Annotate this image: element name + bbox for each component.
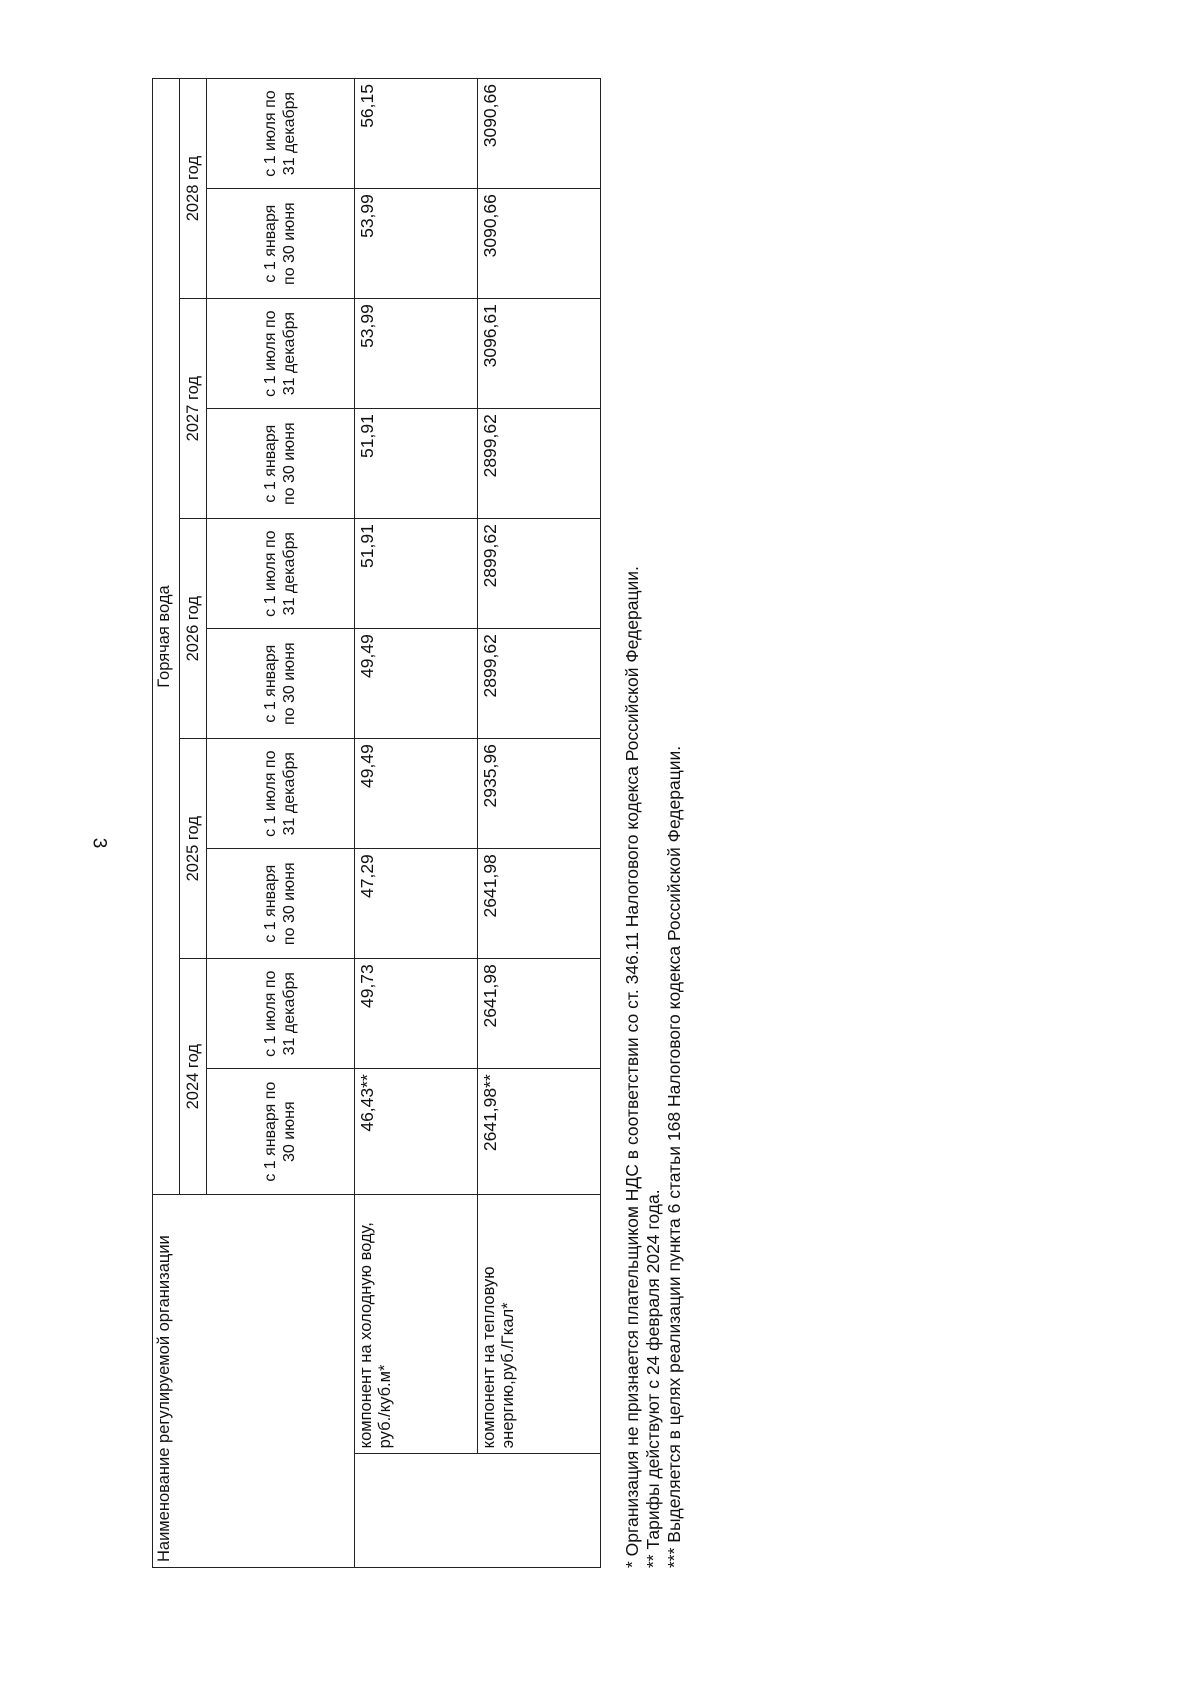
- tariff-value: 2641,98: [478, 849, 601, 959]
- tariff-value: 47,29: [355, 849, 478, 959]
- org-name-cell: [355, 1454, 601, 1568]
- tariff-value: 49,49: [355, 739, 478, 849]
- row-label: компонент на тепловую энергию,руб./Гкал*: [478, 1195, 601, 1454]
- year-header: 2024 год: [180, 959, 207, 1195]
- rotated-content: [152, 78, 712, 1568]
- tariff-value: 56,15: [355, 79, 478, 189]
- hot-water-header: Горячая вода: [153, 79, 180, 1195]
- table-row: [355, 79, 478, 1568]
- tariff-value: 46,43**: [355, 1069, 478, 1195]
- period-header: с 1 июля по 31 декабря: [207, 519, 355, 629]
- tariff-value: 3090,66: [478, 79, 601, 189]
- period-header: с 1 января по 30 июня: [207, 629, 355, 739]
- period-header: с 1 января по 30 июня: [207, 409, 355, 519]
- period-header: с 1 января по 30 июня: [207, 1069, 355, 1195]
- page-number: 3: [88, 837, 110, 849]
- tariff-table: [152, 78, 601, 1568]
- tariff-value: 53,99: [355, 299, 478, 409]
- tariff-value: 2935,96: [478, 739, 601, 849]
- tariff-value: 2899,62: [478, 519, 601, 629]
- period-header: с 1 января по 30 июня: [207, 849, 355, 959]
- period-header: с 1 июля по 31 декабря: [207, 79, 355, 189]
- tariff-value: 2899,62: [478, 629, 601, 739]
- tariff-value: 2641,98**: [478, 1069, 601, 1195]
- tariff-value: 53,99: [355, 189, 478, 299]
- org-name-header: Наименование регулируемой организации: [153, 1195, 355, 1568]
- footnote: * Организация не признается плательщиком НДС в соответствии со ст. 346.11 Налогового кодекса Российской Федерации.: [622, 566, 642, 1568]
- tariff-value: 49,49: [355, 629, 478, 739]
- table-row: [478, 79, 601, 1568]
- year-header: 2026 год: [180, 519, 207, 739]
- period-header: с 1 июля по 31 декабря: [207, 299, 355, 409]
- tariff-value: 2899,62: [478, 409, 601, 519]
- period-header: с 1 июля по 31 декабря: [207, 739, 355, 849]
- footnote: ** Тарифы действуют с 24 февраля 2024 года.: [643, 1189, 663, 1568]
- year-header: 2025 год: [180, 739, 207, 959]
- period-header: с 1 июля по 31 декабря: [207, 959, 355, 1069]
- year-header: 2027 год: [180, 299, 207, 519]
- period-header: с 1 января по 30 июня: [207, 189, 355, 299]
- year-header: 2028 год: [180, 79, 207, 299]
- tariff-value: 3090,66: [478, 189, 601, 299]
- tariff-value: 51,91: [355, 519, 478, 629]
- tariff-value: 2641,98: [478, 959, 601, 1069]
- row-label: компонент на холодную воду, руб./куб.м*: [355, 1195, 478, 1454]
- tariff-value: 51,91: [355, 409, 478, 519]
- footnote: *** Выделяется в целях реализации пункта 6 статьи 168 Налогового кодекса Российской Федерации.: [664, 745, 684, 1568]
- tariff-value: 3096,61: [478, 299, 601, 409]
- footnotes: [622, 78, 685, 1568]
- tariff-value: 49,73: [355, 959, 478, 1069]
